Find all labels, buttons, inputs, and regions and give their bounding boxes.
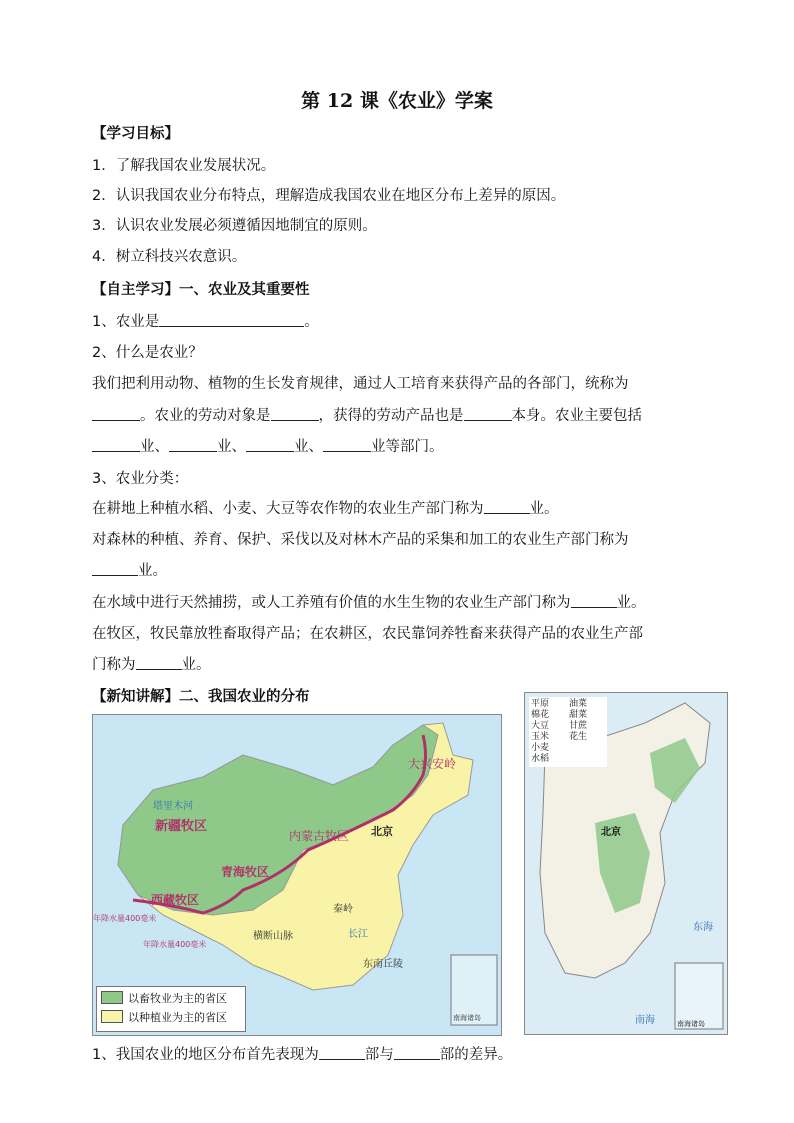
question-text: 业、 bbox=[294, 439, 323, 455]
question-text: 。农业的劳动对象是 bbox=[140, 408, 271, 424]
answer-blank[interactable] bbox=[464, 406, 512, 421]
legend-label: 以种植业为主的省区 bbox=[128, 1011, 227, 1024]
south-sea-label: 南海 bbox=[635, 1015, 655, 1026]
question-text: 在耕地上种植水稻、小麦、大豆等农作物的农业生产部门称为 bbox=[92, 501, 484, 517]
answer-blank[interactable] bbox=[319, 1045, 365, 1060]
crop-legend-item: 甘蔗 bbox=[569, 721, 588, 731]
self-study-tag: 【自主学习】 bbox=[92, 282, 179, 298]
question-text: 部的差异。 bbox=[439, 1047, 513, 1063]
new-knowledge-heading bbox=[92, 687, 310, 707]
crop-legend-item: 油菜 bbox=[569, 699, 588, 709]
dongnan-label: 东南丘陵 bbox=[363, 959, 403, 970]
class-husbandry-2 bbox=[92, 655, 211, 675]
changjiang-label: 长江 bbox=[348, 929, 368, 940]
crop-distribution-map bbox=[524, 692, 728, 1035]
question-2: 2、什么是农业？ bbox=[92, 345, 203, 361]
crop-legend-item: 花生 bbox=[569, 732, 588, 742]
question-text: 本身。农业主要包括 bbox=[511, 408, 642, 424]
question-text: 1、我国农业的地区分布首先表现为 bbox=[92, 1047, 319, 1063]
answer-blank[interactable] bbox=[92, 406, 140, 421]
map-legend bbox=[96, 986, 246, 1032]
answer-blank[interactable] bbox=[92, 561, 138, 576]
nanhai-label: 南海诸岛 bbox=[677, 1020, 705, 1028]
question-text: ，获得的劳动产品也是 bbox=[318, 408, 464, 424]
tarim-river-label: 塔里木河 bbox=[153, 801, 193, 812]
answer-blank[interactable] bbox=[271, 406, 319, 421]
objectives-heading: 【学习目标】 bbox=[92, 126, 179, 142]
definition-text: 我们把利用动物、植物的生长发育规律，通过人工培育来获得产品的各部门，统称为 bbox=[92, 376, 629, 392]
question-text: 业。 bbox=[616, 595, 646, 611]
neimeng-label: 内蒙古牧区 bbox=[289, 829, 350, 843]
qinling-label: 秦岭 bbox=[333, 904, 353, 915]
hengduan-label: 横断山脉 bbox=[253, 931, 293, 942]
class-forestry-2 bbox=[92, 561, 167, 581]
answer-blank[interactable] bbox=[136, 655, 182, 670]
class-planting bbox=[92, 499, 559, 519]
question-text: 在水域中进行天然捕捞，或人工养殖有价值的水生生物的农业生产部门称为 bbox=[92, 595, 571, 611]
new-knowledge-tag: 【新知讲解】 bbox=[92, 689, 179, 705]
qinghai-label: 青海牧区 bbox=[221, 865, 270, 879]
crop-legend-item: 水稻 bbox=[531, 754, 550, 764]
question-text: 业。 bbox=[138, 563, 167, 579]
xizang-label: 西藏牧区 bbox=[151, 893, 200, 907]
question-text: 业、 bbox=[140, 439, 169, 455]
answer-blank[interactable] bbox=[394, 1045, 440, 1060]
self-study-heading bbox=[92, 280, 310, 300]
objective-item: 4．树立科技兴农意识。 bbox=[92, 249, 247, 265]
crop-legend-item: 大豆 bbox=[531, 721, 550, 731]
question-text: 业。 bbox=[529, 501, 559, 517]
question-text: 部与 bbox=[364, 1047, 394, 1063]
crop-legend-col-1 bbox=[531, 699, 549, 765]
crop-legend-item: 平原 bbox=[531, 699, 550, 709]
legend-swatch bbox=[101, 991, 123, 1004]
crop-legend-item: 棉花 bbox=[531, 710, 550, 720]
self-study-title: 一、农业及其重要性 bbox=[179, 282, 310, 298]
beijing-label: 北京 bbox=[371, 825, 393, 838]
crop-legend-item: 玉米 bbox=[531, 732, 550, 742]
question-text: 。 bbox=[304, 314, 319, 330]
answer-blank[interactable] bbox=[246, 437, 294, 452]
class-forestry: 对森林的种植、养育、保护、采伐以及对林木产品的采集和加工的农业生产部门称为 bbox=[92, 532, 629, 548]
question-text: 业、 bbox=[217, 439, 246, 455]
legend-swatch bbox=[101, 1010, 123, 1023]
beijing-label: 北京 bbox=[601, 827, 621, 838]
crop-legend-col-2 bbox=[569, 699, 587, 743]
question-text: 门称为 bbox=[92, 657, 136, 673]
daxinganling-label: 大兴安岭 bbox=[408, 757, 457, 771]
objective-item: 3．认识农业发展必须遵循因地制宜的原则。 bbox=[92, 218, 377, 234]
objective-item: 1．了解我国农业发展状况。 bbox=[92, 158, 276, 174]
answer-blank[interactable] bbox=[484, 499, 530, 514]
crop-legend-item: 甜菜 bbox=[569, 710, 588, 720]
answer-blank[interactable] bbox=[159, 312, 304, 327]
rainfall-label: 年降水量400毫米 bbox=[93, 914, 157, 923]
east-sea-label: 东海 bbox=[693, 922, 713, 933]
new-knowledge-title: 二、我国农业的分布 bbox=[179, 689, 310, 705]
answer-blank[interactable] bbox=[323, 437, 371, 452]
sectors-line bbox=[92, 437, 444, 457]
class-husbandry: 在牧区，牧民靠放牲畜取得产品；在农耕区，农民靠饲养牲畜来获得产品的农业生产部 bbox=[92, 626, 643, 642]
objective-item: 2．认识我国农业分布特点，理解造成我国农业在地区分布上差异的原因。 bbox=[92, 188, 566, 204]
question-text: 业。 bbox=[181, 657, 211, 673]
question-bottom bbox=[92, 1045, 512, 1065]
crop-legend bbox=[529, 697, 607, 767]
legend-item-pastoral bbox=[101, 991, 227, 1007]
answer-blank[interactable] bbox=[169, 437, 217, 452]
xinjiang-label: 新疆牧区 bbox=[155, 819, 208, 834]
rainfall-label: 年降水量400毫米 bbox=[143, 940, 207, 949]
question-text: 业等部门。 bbox=[371, 439, 444, 455]
question-text: 1、农业是 bbox=[92, 314, 160, 330]
page-title: 第 12 课《农业》学案 bbox=[301, 90, 493, 112]
answer-blank[interactable] bbox=[571, 593, 617, 608]
crop-legend-item: 小麦 bbox=[531, 743, 550, 753]
definition-text-2 bbox=[92, 406, 642, 426]
question-1 bbox=[92, 312, 319, 332]
question-3: 3、农业分类： bbox=[92, 471, 189, 487]
agriculture-regions-map bbox=[92, 714, 502, 1036]
class-fishery bbox=[92, 593, 646, 613]
answer-blank[interactable] bbox=[92, 437, 140, 452]
legend-label: 以畜牧业为主的省区 bbox=[128, 992, 227, 1005]
legend-item-farming bbox=[101, 1010, 227, 1026]
nanhai-label: 南海诸岛 bbox=[453, 1014, 481, 1022]
